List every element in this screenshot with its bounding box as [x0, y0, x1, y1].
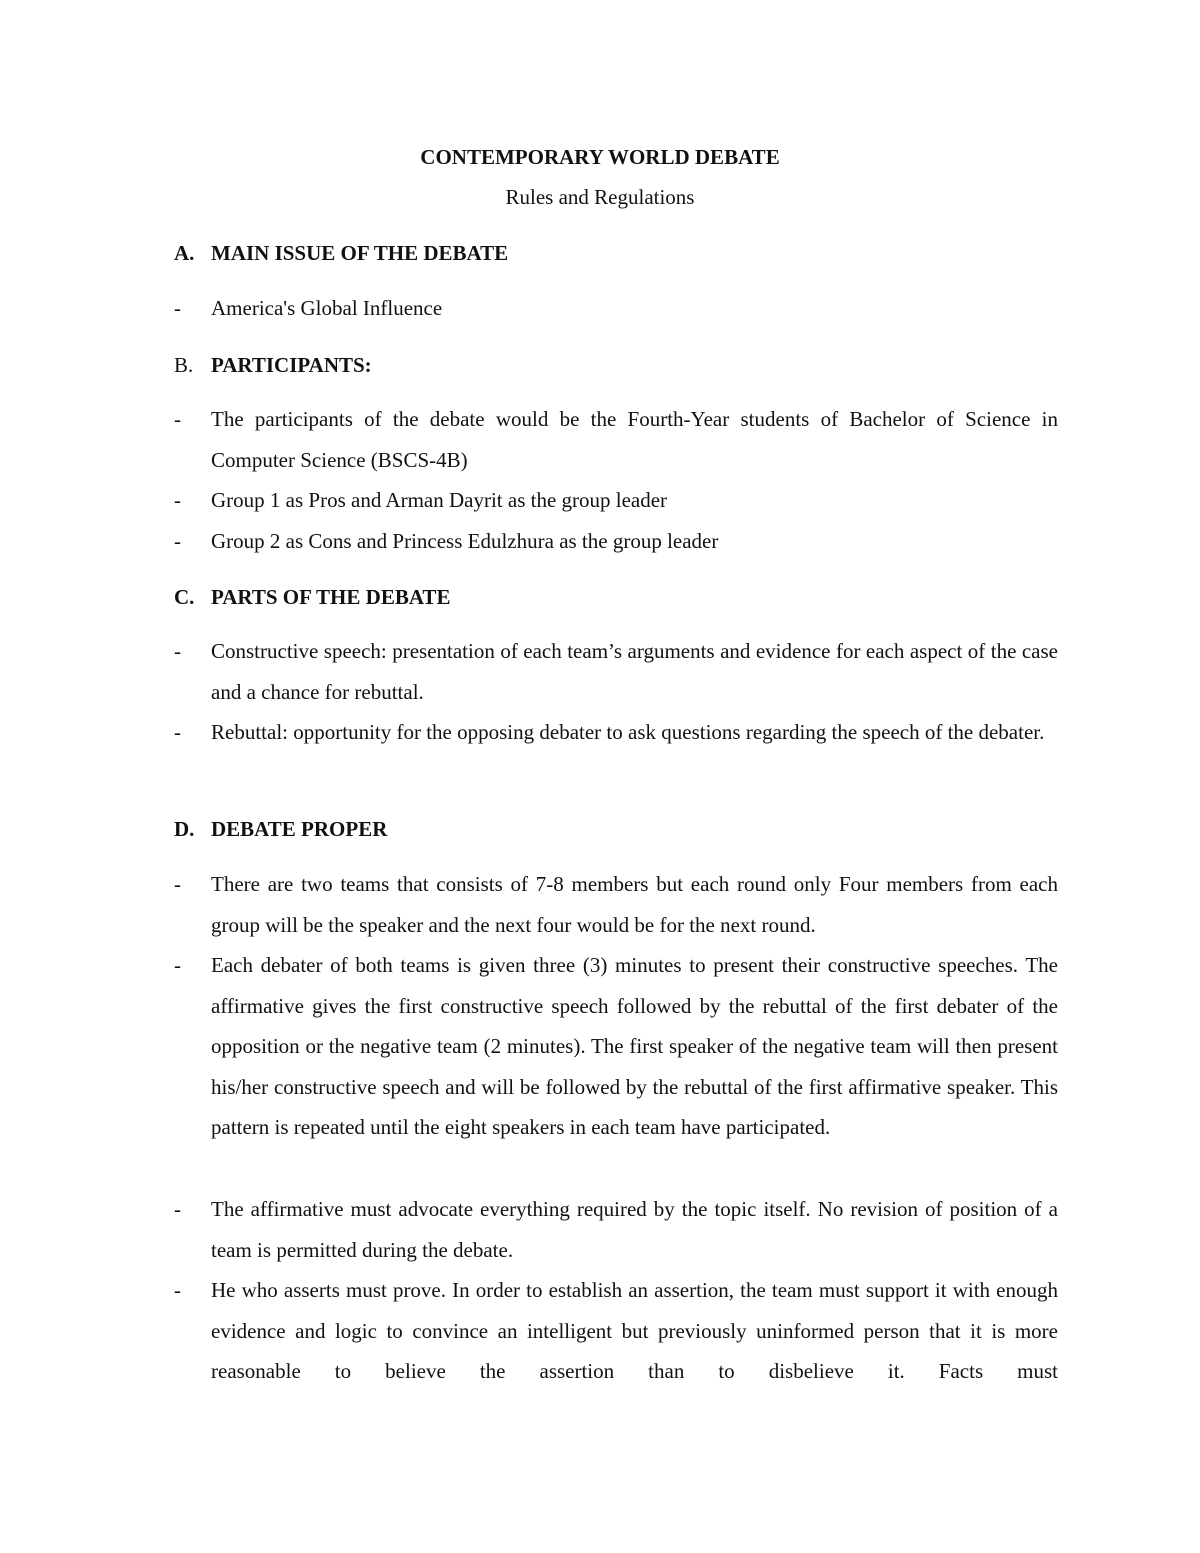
bullet-dash: -	[174, 1197, 181, 1221]
list-item	[174, 945, 1058, 1148]
list-item	[174, 288, 1058, 329]
section-title: PARTICIPANTS:	[211, 353, 372, 377]
section-letter: C.	[174, 585, 195, 609]
section-heading-a	[174, 239, 508, 267]
list-item	[174, 1189, 1058, 1270]
section-letter: A.	[174, 241, 195, 265]
list-item-text: Rebuttal: opportunity for the opposing debater to ask questions regarding the speech of the debater.	[211, 720, 1045, 744]
list-item-text: There are two teams that consists of 7-8 members but each round only Four members from each group will be the speaker and the next four would be for the next round.	[211, 872, 1058, 937]
list-item	[174, 1270, 1058, 1392]
list-item-text: He who asserts must prove. In order to establish an assertion, the team must support it with enough evidence and logic to convince an intelligent but previously uninformed person that it is more reasonable to believe the assertion than to disbelieve it. Facts must	[211, 1278, 1058, 1383]
list-item	[174, 712, 1058, 753]
section-title: PARTS OF THE DEBATE	[211, 585, 451, 609]
list-item-text: Group 2 as Cons and Princess Edulzhura as the group leader	[211, 529, 719, 553]
section-heading-b	[174, 351, 372, 379]
list-item	[174, 480, 1058, 521]
list-item-text: America's Global Influence	[211, 296, 443, 320]
list-item	[174, 864, 1058, 945]
bullet-dash: -	[174, 639, 181, 663]
list-item	[174, 399, 1058, 480]
bullet-dash: -	[174, 872, 181, 896]
section-heading-d	[174, 815, 387, 843]
bullet-dash: -	[174, 1278, 181, 1302]
list-item-text: Group 1 as Pros and Arman Dayrit as the group leader	[211, 488, 668, 512]
section-letter: B.	[174, 353, 194, 377]
list-item	[174, 631, 1058, 712]
list-item-text: Each debater of both teams is given three (3) minutes to present their constructive speeches. The affirmative gives the first constructive speech followed by the rebuttal of the first debater of the opposition or the negative team (2 minutes). The first speaker of the negative team will then present his/her constructive speech and will be followed by the rebuttal of the first affirmative speaker. This pattern is repeated until the eight speakers in each team have participated.	[211, 953, 1058, 1139]
list-item-text: The participants of the debate would be the Fourth-Year students of Bachelor of Science in Computer Science (BSCS-4B)	[211, 407, 1058, 472]
bullet-dash: -	[174, 720, 181, 744]
section-title: DEBATE PROPER	[211, 817, 388, 841]
bullet-dash: -	[174, 296, 181, 320]
list-item-text: Constructive speech: presentation of each team’s arguments and evidence for each aspect of the case and a chance for rebuttal.	[211, 639, 1058, 704]
bullet-dash: -	[174, 407, 181, 431]
section-letter: D.	[174, 817, 195, 841]
bullet-dash: -	[174, 953, 181, 977]
bullet-dash: -	[174, 529, 181, 553]
section-title: MAIN ISSUE OF THE DEBATE	[211, 241, 509, 265]
list-item-text: The affirmative must advocate everything required by the topic itself. No revision of position of a team is permitted during the debate.	[211, 1197, 1058, 1262]
document-title: CONTEMPORARY WORLD DEBATE	[420, 145, 780, 169]
list-item	[174, 521, 1058, 562]
bullet-dash: -	[174, 488, 181, 512]
section-heading-c	[174, 583, 450, 611]
document-subtitle: Rules and Regulations	[505, 185, 695, 209]
